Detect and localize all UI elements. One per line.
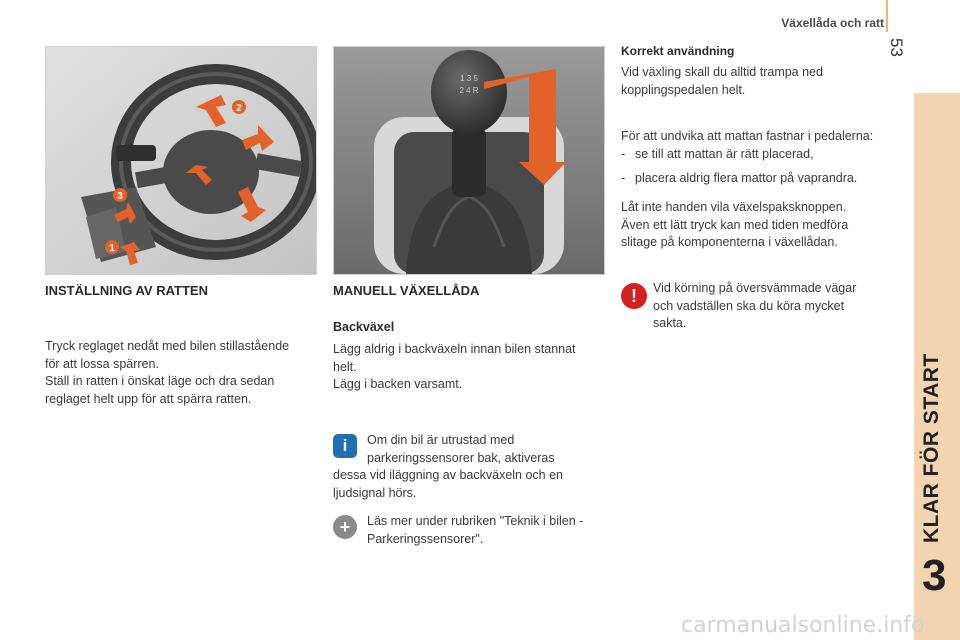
warning-line: Vid körning på översvämmade vägar <box>653 281 857 295</box>
bullet-item: - se till att mattan är rätt placerad, <box>621 146 906 164</box>
gear-lever-image <box>333 46 605 275</box>
clutch-paragraph <box>621 64 901 99</box>
reverse-instructions <box>333 341 608 394</box>
callout-1-label: 1 <box>109 243 115 254</box>
steering-line: för att lossa spärren. <box>45 356 159 371</box>
reverse-line: Lägg aldrig i backväxeln innan bilen stannat <box>333 342 576 356</box>
steering-instructions <box>45 338 320 408</box>
steering-wheel-illustration <box>46 47 316 274</box>
steering-line: reglaget helt upp för att spärra ratten. <box>45 391 252 406</box>
plus-icon: + <box>333 515 357 539</box>
steering-line: Ställ in ratten i önskat läge och dra sedan <box>45 374 275 388</box>
reverse-subheading: Backväxel <box>333 320 395 334</box>
gear-knob-line: Även ett lätt tryck kan med tiden medföra <box>621 217 849 232</box>
more-info-line: Läs mer under rubriken "Teknik i bilen - <box>367 514 584 528</box>
info-note-line: dessa vid iläggning av backväxeln och en <box>333 468 564 482</box>
knob-marks-bottom: 2 4 R <box>459 86 479 95</box>
mat-intro: För att undvika att mattan fastnar i pedalerna: <box>621 129 874 143</box>
gear-knob-line: slitage på komponenterna i växellådan. <box>621 235 838 249</box>
info-note-line: Om din bil är utrustad med <box>367 433 515 447</box>
flood-warning <box>653 280 898 333</box>
more-info-line: Parkeringssensorer". <box>367 531 484 546</box>
reverse-line: Lägg i backen varsamt. <box>333 377 463 391</box>
reverse-line: helt. <box>333 359 357 374</box>
more-info-note <box>367 513 612 548</box>
correct-use-heading: Korrekt användning <box>621 44 735 58</box>
knob-marks-top: 1 3 5 <box>460 74 478 83</box>
info-icon: i <box>333 434 357 458</box>
callout-3-label: 3 <box>117 191 123 202</box>
bullet-text: placera aldrig flera mattor på vaprandra. <box>635 171 858 185</box>
running-header: Växellåda och ratt <box>781 16 884 30</box>
warning-line: och vadställen ska du köra mycket <box>653 298 845 313</box>
callout-2-label: 2 <box>236 103 242 114</box>
info-note-line: parkeringssensorer bak, aktiveras <box>367 450 555 465</box>
steering-wheel-image <box>45 46 317 275</box>
bullet-text: se till att mattan är rätt placerad, <box>635 146 814 161</box>
warning-icon: ! <box>621 283 647 309</box>
gear-knob-paragraph <box>621 199 906 252</box>
info-note-line: ljudsignal hörs. <box>333 485 417 500</box>
gear-knob-line: Låt inte handen vila växelspaksknoppen. <box>621 200 847 214</box>
gear-shaft <box>452 127 486 197</box>
info-note <box>333 432 608 502</box>
page-number: 53 <box>887 38 906 57</box>
steering-line: Tryck reglaget nedåt med bilen stillastående <box>45 339 290 353</box>
clutch-line: kopplingspedalen helt. <box>621 82 746 97</box>
gearbox-heading: MANUELL VÄXELLÅDA <box>333 283 480 298</box>
watermark: carmanualsonline.info <box>681 613 925 638</box>
mat-paragraph <box>621 128 906 188</box>
chapter-title: KLAR FÖR START <box>920 353 943 543</box>
warning-line: sakta. <box>653 316 687 330</box>
chapter-number: 3 <box>922 551 947 600</box>
header-rule <box>886 0 888 32</box>
gear-lever-illustration <box>334 47 604 274</box>
bullet-item: - placera aldrig flera mattor på vaprandra. <box>621 170 906 188</box>
clutch-line: Vid växling skall du alltid trampa ned <box>621 65 823 79</box>
chapter-sidebar <box>914 93 960 640</box>
steering-heading: INSTÄLLNING AV RATTEN <box>45 283 208 298</box>
